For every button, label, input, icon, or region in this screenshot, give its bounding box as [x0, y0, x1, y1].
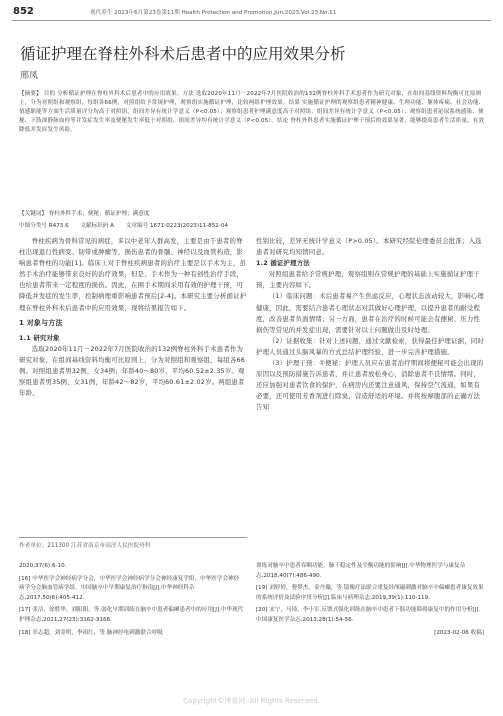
- clc-number: 中图分类号 R473.6: [19, 223, 69, 229]
- article-author: 邢凤: [20, 71, 39, 81]
- body-paragraph: 选取2020年11月－2022年7月医院收治的132例脊柱外科手术患者作为研究对象，在组间基线资料均衡可比原则上，分为对照组和观察组，每组各66例。对照组患者男32例，女34例；年龄40～80岁，平均60.52±2.35岁。观察组患者男35例，女31例，年龄42～82岁，平均60.61±2.02岁。两组患者年龄、: [19, 344, 246, 398]
- journal-citation-line: 现代养生 2023年6月第23卷第11期 Health Protection and Promotion,Jun.2023,Vol.23,No.11: [90, 10, 337, 16]
- keywords: 【关键词】 脊柱外科手术；便秘；循证护理；满意度: [19, 211, 150, 217]
- body-paragraph: 对照组患者给予常规护理，观察组则在常规护理的基础上实施循证护理干预，主要内容如下。: [256, 270, 480, 290]
- body-paragraph: 性别比较，差异无统计学意义（P>0.05）。本研究经院伦理委员会批准；入选患者对研究均知情同意。: [256, 237, 482, 257]
- reference-entry: 2020,37(6):6-10.: [19, 563, 67, 569]
- reference-entry: [19] 刘婷婷，曹梦杰，金丹薇，等.镜像疗法联合重复经颅磁刺激对脑卒中偏瘫患者康复效果的系统评价及试验序贯分析[J].临床与病理杂志,2019,39(1):110-119.: [256, 585, 484, 601]
- running-header: [0, 0, 503, 22]
- received-date: [2023-02-06 收稿]: [434, 629, 484, 636]
- body-paragraph: （3）护理干预：①便秘：护理人员应在患者治疗期间将便秘可能会出现的原因以及预防措施告诉患者，并让患者放松身心，消除患者不良情绪。同时，还应加强对患者饮食的保护，在病房内还要注意通风，保持空气流通，如果有必要，还可使用芳香剂进行除臭，营造舒适的环境。并将按摩腹部的正确方法告知: [256, 359, 484, 412]
- author-affiliation-footnote: 作者单位：211300 江苏省南京市高淳人民医院骨科: [19, 537, 247, 549]
- references-left: [19, 562, 244, 641]
- abstract: 【摘要】 目的 分析循证护理在脊柱外科术后患者中的应用效果。方法 选取2020年11月－2022年7月医院收治的132例脊柱外科手术患者作为研究对象，在组间基线资料均衡可比原则上，分为对照组和观察组，每组各66例，对照组给予常规护理，观察组实施循证护理，比较两组护理效果。结果 实施循证护理的观察组患者精神健康、生理功能、躯体疼痛、社会功能、情感职能等方面生活质量评分均高于对照组，组间差异有统计学意义（P<0.05）；观察组患者护理满意度高于对照组，组间差异有统计学意义（P<0.05）；观察组患者泌尿系统感染、便秘、下肢深静脉血栓等并发症发生率及便秘发生率低于对照组，组间差异均有统计学意义（P<0.05）。结论 脊柱外科患者实施循证护理干预后的效果显著，能够提高患者生活质量，有效降低并发症发生风险。: [19, 91, 485, 133]
- body-paragraph: 脊柱疾病为骨科常见的病症，多以中老年人群高发，主要是由于患者的脊柱出现退行性病变、韧带或肿瘤等，损伤患者的骨髓、神经以及血管构造，影响患者脊柱的功能[1]。临床上对于脊柱疾病患者的治疗主要是以手术为主，虽然手术治疗能够带来良好的治疗效果，但是，手术作为一种有创性治疗手段，也给患者带来一定程度的损伤。因此，在围手术期间采用有效的护理干预，可降低并发症的发生率，控制病理重影响患者预后[2-4]。本研究主要分析循证护理在脊柱外科术后患者中的应用效果，现将结果报告如下。: [19, 237, 247, 312]
- copyright-watermark: Copyright©博看网. All Rights Reserved.: [183, 697, 320, 705]
- header-rule: [12, 20, 491, 21]
- subsection-heading: 1.2 循证护理方法: [256, 259, 310, 268]
- document-code: 文献标识码 A: [80, 223, 115, 229]
- subsection-heading: 1.1 研究对象: [19, 333, 60, 342]
- page-number: 852: [13, 6, 34, 17]
- section-heading: 1 对象与方法: [19, 318, 63, 327]
- reference-entry: [16] 中华医学会神经病学分会，中华医学会神经病学分会神经康复学组，中华医学会神经病学分会脑血管病学组。中国脑卒中早期康复治疗指南[J].中华神经科杂志,2017,50(6):405-412.: [19, 575, 240, 601]
- body-column-left: [19, 236, 247, 399]
- reference-entry: [20] 宋宁，马琦，李小军.反馈式强化训练在脑卒中患者下肢功能障碍康复中的作用分析[J].中国康复医学杂志,2013,28(1):54-56.: [256, 607, 481, 623]
- references-right: [256, 562, 484, 641]
- body-column-right: [256, 236, 485, 414]
- body-paragraph: （2）证据收集：针对上述问题，通过文献检索，获得最佳护理证据，同时护理人员通过头脑风暴的方式总结护理经验，进一步完善护理措施。: [256, 336, 484, 356]
- article-number: 文章编号 1671-0223(2023)11-852-04: [125, 223, 228, 229]
- reference-entry: [18] 章志超，刘金明，李祖红，等.脑神经电刺激联合呼吸: [19, 629, 163, 636]
- reference-entry: [17] 张洁，徐胜华，刘阳阳，等.弱化早期训练在脑卒中患者偏瘫患者中的应用[J].中华现代护理杂志,2021,27(23):3162-3166.: [19, 607, 244, 623]
- article-title: 循证护理在脊柱外科术后患者中的应用效果分析: [20, 45, 346, 63]
- reference-entry: 训练对脑卒中患者吞咽功能，肺干稳定性及平衡功能的影响[J].中华物理医学与康复杂志,2018,40(7):486-490.: [256, 563, 466, 579]
- classification-line: [19, 221, 238, 229]
- body-paragraph: （1）临床问题：术后患者易产生焦虑反应，心理状态波动较大，影响心理健康，因此，需要结合患者心理状态对其做好心理护理，以提升患者的耐受程度，改善患者负面情绪；另一方面，患者在治疗的时候可能会有便秘、压力性损伤等常见的并发症出现，需要针对以上问题做出及时处理。: [256, 292, 484, 334]
